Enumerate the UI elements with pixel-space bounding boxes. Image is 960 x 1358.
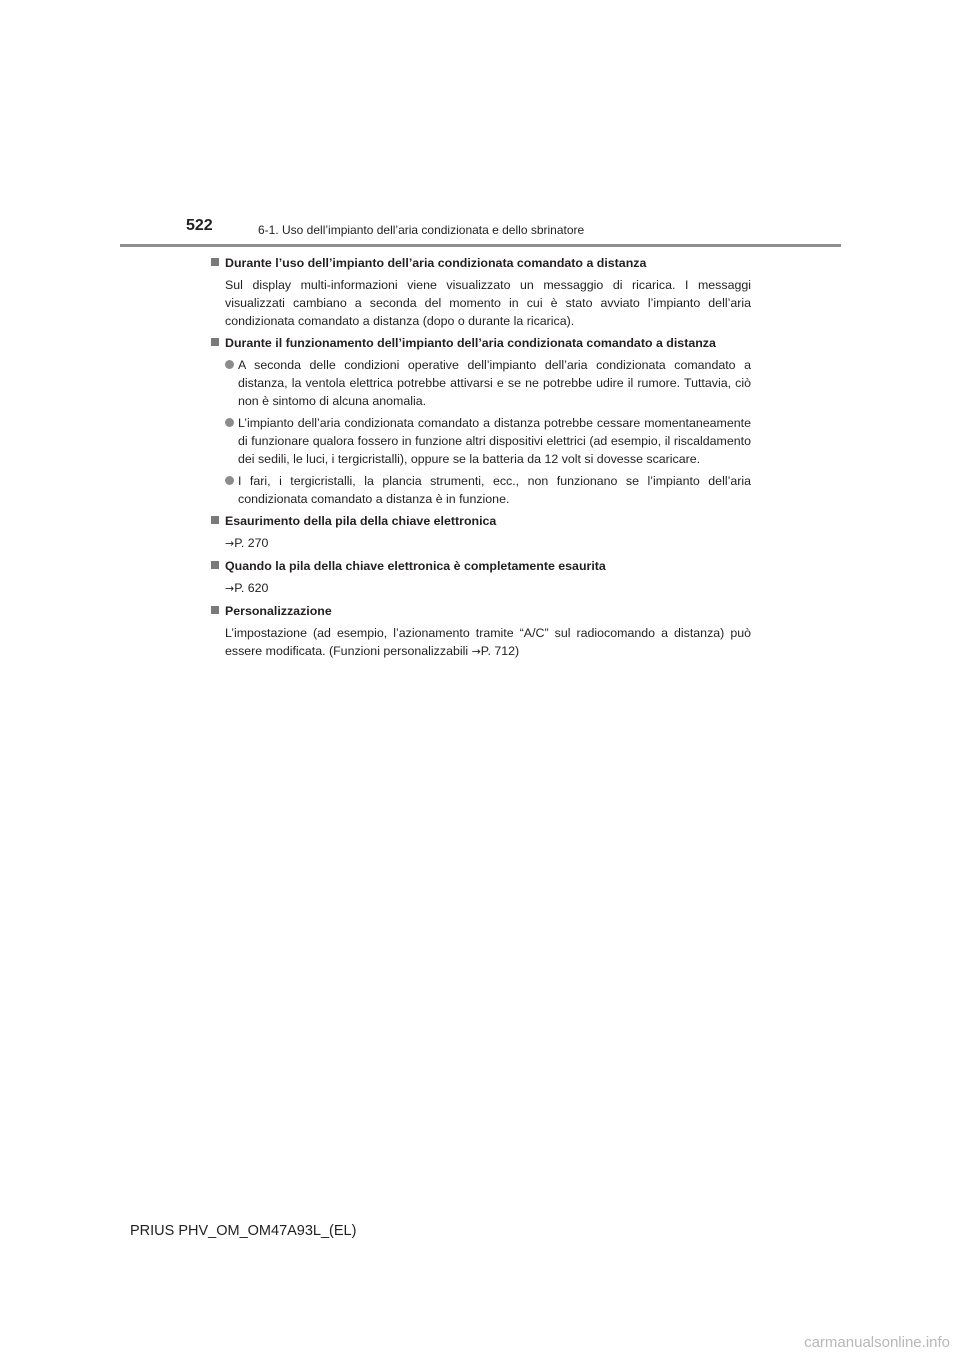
page-reference bbox=[211, 534, 751, 553]
heading-text: Quando la pila della chiave elettronica è completamente esaurita bbox=[225, 559, 606, 573]
section-heading bbox=[211, 334, 751, 352]
round-bullet-icon bbox=[225, 476, 234, 485]
page-reference bbox=[211, 579, 751, 598]
section-remote-ac-use bbox=[211, 254, 751, 330]
section-key-battery-exhausted bbox=[211, 557, 751, 598]
section-heading bbox=[211, 254, 751, 272]
square-bullet-icon bbox=[211, 258, 219, 266]
round-bullet-icon bbox=[225, 418, 234, 427]
section-heading bbox=[211, 602, 751, 620]
chapter-title: 6-1. Uso dell’impianto dell’aria condizionata e dello sbrinatore bbox=[258, 223, 585, 237]
square-bullet-icon bbox=[211, 516, 219, 524]
arrow-right-icon: → bbox=[225, 582, 235, 595]
page-reference-link[interactable]: P. 620 bbox=[234, 581, 269, 595]
list-item bbox=[211, 356, 751, 410]
list-item-text: I fari, i tergicristalli, la plancia strumenti, ecc., non funzionano se l’impianto dell’aria condizionata comandato a distanza è in funzione. bbox=[238, 474, 751, 506]
page-number: 522 bbox=[186, 217, 213, 234]
page-content bbox=[211, 254, 751, 665]
section-remote-ac-operation bbox=[211, 334, 751, 508]
heading-text: Durante l’uso dell’impianto dell’aria condizionata comandato a distanza bbox=[225, 256, 647, 270]
arrow-right-icon: → bbox=[225, 537, 235, 550]
watermark: carmanualsonline.info bbox=[804, 1334, 950, 1351]
section-heading bbox=[211, 512, 751, 530]
list-item-text: A seconda delle condizioni operative dell’impianto dell’aria condizionata comandato a distanza, la ventola elettrica potrebbe attivarsi e se ne potrebbe udire il rumore. Tuttavia, ciò non è sintomo di alcuna anomalia. bbox=[238, 358, 751, 408]
heading-text: Durante il funzionamento dell’impianto dell’aria condizionata comandato a distanza bbox=[225, 336, 716, 350]
list-item bbox=[211, 414, 751, 468]
round-bullet-icon bbox=[225, 360, 234, 369]
list-item bbox=[211, 472, 751, 508]
heading-text: Esaurimento della pila della chiave elettronica bbox=[225, 514, 497, 528]
section-key-battery-depletion bbox=[211, 512, 751, 553]
square-bullet-icon bbox=[211, 561, 219, 569]
section-customization bbox=[211, 602, 751, 661]
heading-text: Personalizzazione bbox=[225, 604, 332, 618]
page-reference-link[interactable]: P. 712) bbox=[480, 644, 520, 658]
square-bullet-icon bbox=[211, 606, 219, 614]
page-reference-link[interactable]: P. 270 bbox=[234, 536, 269, 550]
arrow-right-icon: → bbox=[471, 645, 481, 658]
section-heading bbox=[211, 557, 751, 575]
square-bullet-icon bbox=[211, 338, 219, 346]
paragraph-text: L’impostazione (ad esempio, l’azionamento tramite “A/C” sul radiocomando a distanza) può essere modificata. (Funzioni personalizzabili bbox=[225, 626, 751, 658]
list-item-text: L’impianto dell’aria condizionata comandato a distanza potrebbe cessare momentaneamente di funzionare qualora fossero in funzione altri dispositivi elettrici (ad esempio, il riscaldamento dei sedili, le luci, i tergicristalli), oppure se la batteria da 12 volt si dovesse scaricare. bbox=[238, 416, 751, 466]
paragraph: Sul display multi-informazioni viene visualizzato un messaggio di ricarica. I messaggi visualizzati cambiano a seconda del momento in cui è stato avviato l’impianto dell’aria condizionata comandato a distanza (dopo o durante la ricarica). bbox=[225, 278, 751, 328]
manual-code: PRIUS PHV_OM_OM47A93L_(EL) bbox=[130, 1223, 357, 1239]
header-divider bbox=[120, 244, 841, 247]
paragraph bbox=[211, 624, 751, 661]
